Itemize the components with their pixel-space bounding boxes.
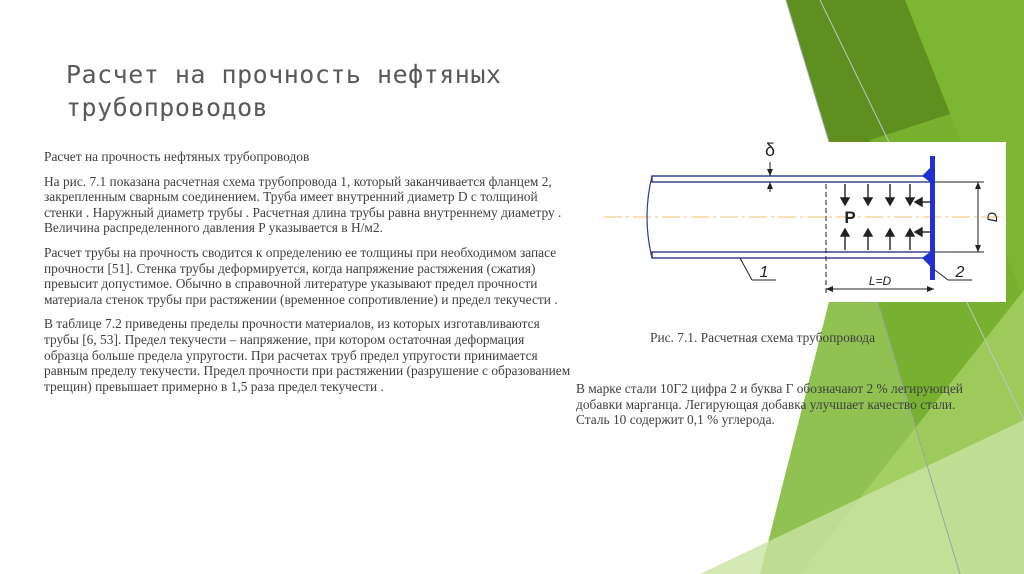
side-note	[576, 381, 976, 428]
paragraph-1: На рис. 7.1 показана расчетная схема трубопровода 1, который заканчивается фланцем 2, закрепленным сварным соединением. Труба имеет внутренний диаметр D с толщиной стенки . Наружный диаметр трубы . Расчетная длина трубы равна внутреннему диаметру . Величина распределенного давления P указывается в Н/м2.	[44, 173, 562, 236]
slide-title: Расчет на прочность нефтяных трубопроводов	[66, 60, 502, 122]
label-pipe-number: 1	[759, 264, 769, 281]
label-wall-thickness: δ	[764, 142, 776, 160]
paragraph-2: Расчет трубы на прочность сводится к определению ее толщины при необходимом запасе прочности [51]. Стенка трубы деформируется, когда напряжение растяжения (сжатия) превысит допустимое. Обычно в справочной литературе указывают предел прочности материала стенок трубы при растяжении (временное сопротивление) и предел текучести .	[44, 244, 558, 307]
paragraph-heading: Расчет на прочность нефтяных трубопроводов	[44, 149, 310, 164]
side-note-text: В марке стали 10Г2 цифра 2 и буква Г обозначают 2 % легирующей добавки марганца. Легирующая добавка улучшает качество стали. Сталь 10 содержит 0,1 % углерода.	[576, 381, 963, 428]
figure-caption: Рис. 7.1. Расчетная схема трубопровода	[650, 330, 876, 345]
pipe-diagram	[600, 142, 1006, 302]
body-text	[44, 149, 572, 403]
flange	[930, 156, 935, 280]
label-pressure: P	[844, 208, 856, 227]
label-diameter: D	[984, 211, 1000, 223]
label-length: L=D	[868, 274, 892, 288]
label-flange-number: 2	[955, 264, 965, 281]
paragraph-3: В таблице 7.2 приведены пределы прочности материалов, из которых изготавливаются трубы [6, 53]. Предел текучести – напряжение, при котором остаточная деформация образца больше предела упругости. При расчетах труб предел упругости принимается равным пределу текучести. Предел прочности при растяжении (разрушение с образованием трещин) превышает примерно в 1,5 раза предел текучести .	[44, 316, 571, 394]
